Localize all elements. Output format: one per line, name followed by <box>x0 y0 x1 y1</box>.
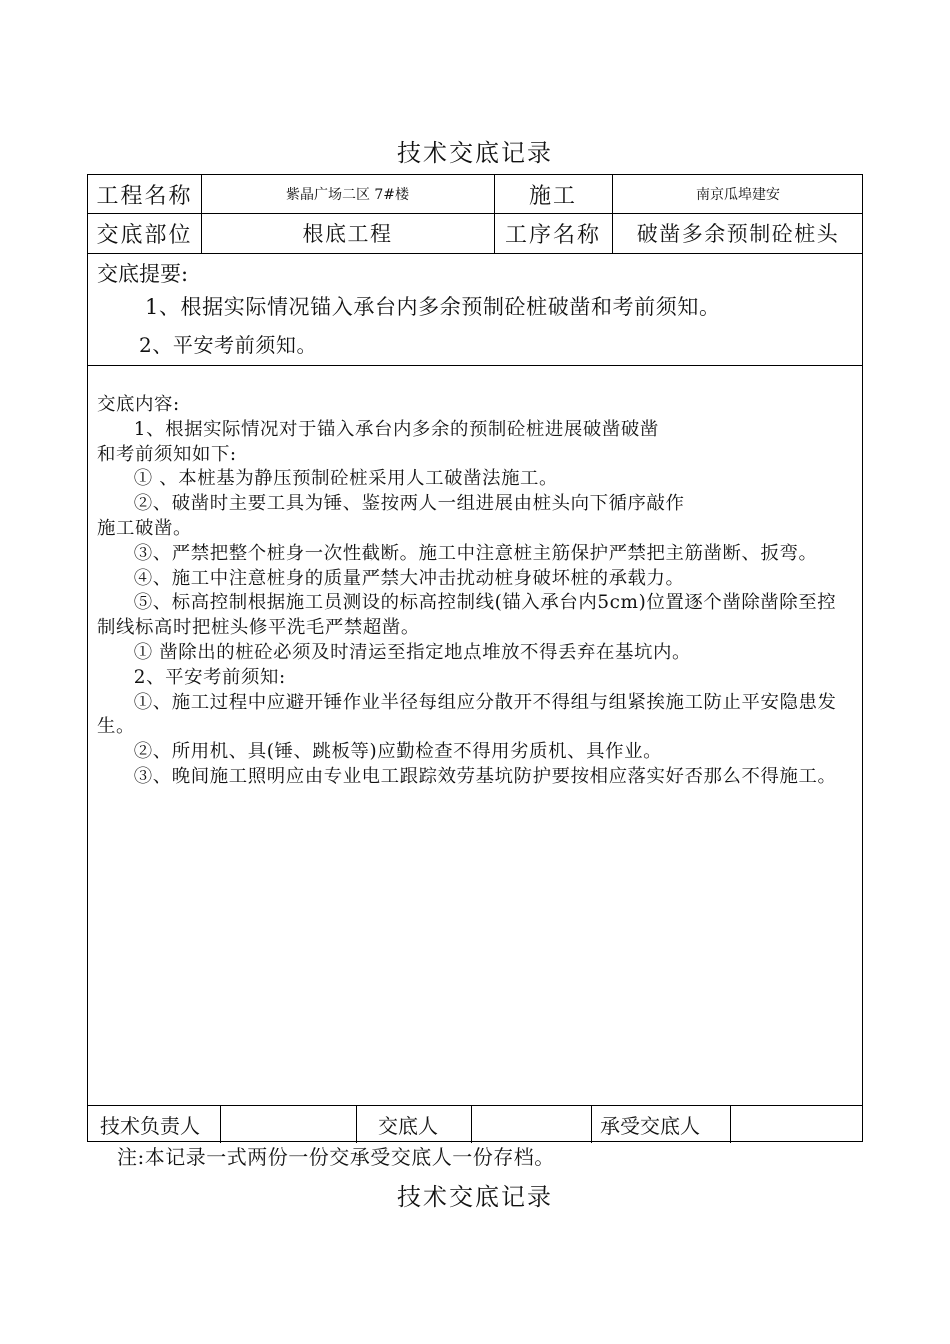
project-name-label: 工程名称 <box>96 183 193 209</box>
column-divider <box>356 1105 357 1143</box>
page-title: 技术交底记录 <box>397 139 553 167</box>
process-name-label: 工序名称 <box>504 222 601 248</box>
content-paragraph: ②、所用机、具(锤、跳板等)应勤检查不得用劣质机、具作业。 <box>133 741 663 763</box>
construction-label: 施工 <box>528 183 577 209</box>
summary-item: 1、根据实际情况锚入承台内多余预制砼桩破凿和考前须知。 <box>145 295 721 319</box>
content-paragraph: 施工破凿。 <box>97 517 192 539</box>
process-name-value: 破凿多余预制砼桩头 <box>636 222 840 246</box>
content-paragraph: ③、晚间施工照明应由专业电工跟踪效劳基坑防护要按相应落实好否那么不得施工。 <box>133 765 837 787</box>
content-paragraph: ⑤、标高控制根据施工员测设的标高控制线(锚入承台内5cm)位置逐个凿除凿除至控制线标高时把桩头修平洗毛严禁超凿。 <box>97 592 837 639</box>
disclosure-content <box>97 393 855 790</box>
column-divider <box>220 1105 221 1143</box>
content-paragraph: ① 凿除出的桩砼必须及时清运至指定地点堆放不得丢弃在基坑内。 <box>133 641 691 663</box>
content-paragraph: ②、破凿时主要工具为锤、鉴按两人一组进展由桩头向下循序敲作 <box>133 493 685 515</box>
column-divider <box>471 1105 472 1143</box>
content-paragraph: 2、平安考前须知: <box>133 666 286 688</box>
column-divider <box>730 1105 731 1143</box>
content-paragraph: 1、根据实际情况对于锚入承台内多余的预制砼桩进展破凿破凿 <box>133 418 659 440</box>
summary-heading: 交底提要: <box>97 262 189 286</box>
column-divider <box>591 1105 592 1143</box>
page-title-next: 技术交底记录 <box>397 1183 553 1211</box>
project-name-value: 紫晶广场二区 7#楼 <box>285 187 410 203</box>
disclosure-form <box>87 174 863 1142</box>
content-heading: 交底内容: <box>97 394 180 415</box>
tech-lead-label: 技术负责人 <box>100 1113 200 1138</box>
content-paragraph: ③、严禁把整个桩身一次性截断。施工中注意桩主筋保护严禁把主筋凿断、扳弯。 <box>133 542 818 564</box>
row-divider <box>88 253 862 254</box>
row-divider <box>88 365 862 366</box>
summary-item: 2、平安考前须知。 <box>139 333 318 357</box>
content-paragraph: ①、施工过程中应避开锤作业半径每组应分散开不得组与组紧挨施工防止平安隐患发生。 <box>97 691 837 738</box>
discloser-label: 交底人 <box>378 1113 438 1138</box>
row-divider <box>88 1105 862 1106</box>
content-paragraph: ④、施工中注意桩身的质量严禁大冲击扰动桩身破坏桩的承载力。 <box>133 567 685 589</box>
receiver-label: 承受交底人 <box>600 1113 700 1138</box>
footnote: 注:本记录一式两份一份交承受交底人一份存档。 <box>117 1145 555 1169</box>
content-paragraph: ① 、本桩基为静压预制砼桩采用人工破凿法施工。 <box>133 468 559 490</box>
disclosure-part-label: 交底部位 <box>96 222 193 248</box>
content-paragraph: 和考前须知如下: <box>97 443 237 465</box>
construction-value: 南京瓜埠建安 <box>696 187 780 203</box>
disclosure-part-value: 根底工程 <box>302 222 393 246</box>
